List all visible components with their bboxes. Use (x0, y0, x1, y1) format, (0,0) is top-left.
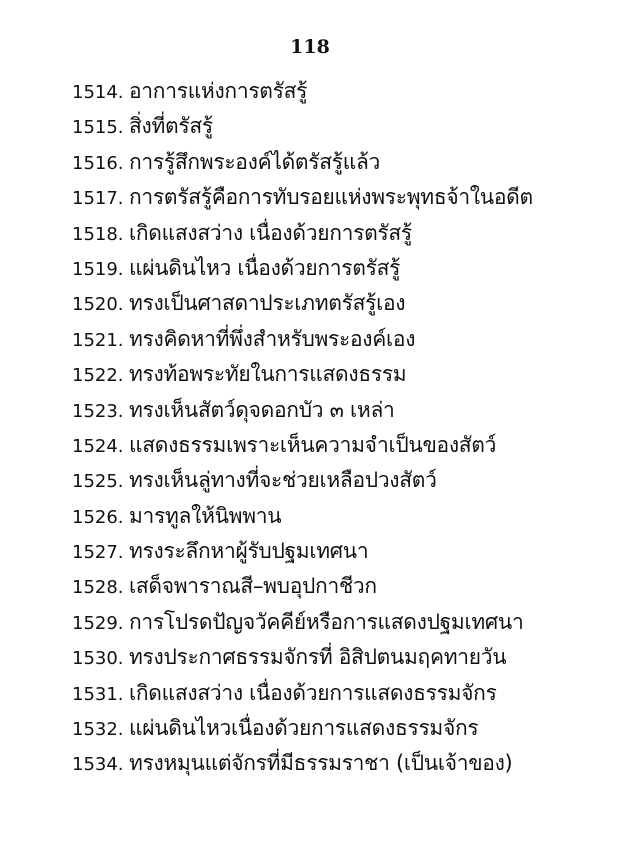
list-item (72, 605, 602, 640)
entry-number: 1523. (72, 400, 124, 422)
entry-number: 1527. (72, 542, 124, 564)
entry-number: 1532. (72, 719, 124, 741)
entry-text: ทรงท้อพระทัยในการแสดงธรรม (129, 362, 407, 387)
entry-number: 1521. (72, 329, 124, 351)
list-item (72, 251, 602, 286)
entry-number: 1522. (72, 365, 124, 387)
entry-text: การตรัสรู้คือการทับรอยแห่งพระพุทธจ้าในอดีต (129, 185, 533, 210)
entry-number: 1530. (72, 648, 124, 670)
entry-text: ทรงประกาศธรรมจักรที่ อิสิปตนมฤคทายวัน (129, 645, 507, 670)
entry-text: แสดงธรรมเพราะเห็นความจำเป็นของสัตว์ (129, 432, 497, 457)
entry-number: 1515. (72, 117, 124, 139)
entry-number: 1525. (72, 471, 124, 493)
entry-text: แผ่นดินไหว เนื่องด้วยการตรัสรู้ (129, 255, 401, 280)
list-item (72, 640, 602, 675)
entry-number: 1516. (72, 152, 124, 174)
entry-text: สิ่งที่ตรัสรู้ (129, 114, 213, 139)
entry-number: 1520. (72, 294, 124, 316)
entry-number: 1514. (72, 82, 124, 103)
entry-text: เสด็จพาราณสี–พบอุปกาชีวก (129, 574, 377, 599)
list-item (72, 711, 602, 746)
list-item (72, 676, 602, 711)
entry-text: ทรงคิดหาที่พึ่งสำหรับพระองค์เอง (129, 326, 416, 351)
list-item (72, 216, 602, 251)
list-item (72, 463, 602, 498)
entry-text: อาการแห่งการตรัสรู้ (129, 79, 308, 103)
list-item (72, 322, 602, 357)
entry-text: ทรงเห็นลู่ทางที่จะช่วยเหลือปวงสัตว์ (129, 468, 437, 493)
list-item (72, 428, 602, 463)
list-item (72, 499, 602, 534)
entry-text: การรู้สึกพระองค์ได้ตรัสรู้แล้ว (129, 149, 381, 174)
entry-number: 1526. (72, 506, 124, 528)
entry-number: 1531. (72, 683, 124, 705)
entry-number: 1519. (72, 258, 124, 280)
list-item (72, 180, 602, 215)
entry-text: มารทูลให้นิพพาน (129, 503, 282, 528)
list-item (72, 393, 602, 428)
list-item (72, 569, 602, 604)
list-item (72, 534, 602, 569)
list-item (72, 746, 602, 781)
entry-text: ทรงระลึกหาผู้รับปฐมเทศนา (129, 539, 369, 564)
page-number: 118 (290, 36, 330, 58)
entry-text: เกิดแสงสว่าง เนื่องด้วยการแสดงธรรมจักร (129, 680, 497, 705)
entry-number: 1528. (72, 577, 124, 599)
entry-text: เกิดแสงสว่าง เนื่องด้วยการตรัสรู้ (129, 220, 412, 245)
entry-text: ทรงเป็นศาสดาประเภทตรัสรู้เอง (129, 291, 406, 316)
entry-number: 1517. (72, 188, 124, 210)
entry-number: 1534. (72, 754, 124, 776)
entry-number: 1524. (72, 435, 124, 457)
entry-number: 1529. (72, 612, 124, 634)
entry-number: 1518. (72, 223, 124, 245)
list-item (72, 74, 602, 109)
entry-text: ทรงเห็นสัตว์ดุจดอกบัว ๓ เหล่า (129, 397, 395, 422)
list-item (72, 145, 602, 180)
list-item (72, 357, 602, 392)
entry-list (72, 74, 602, 782)
list-item (72, 286, 602, 321)
entry-text: แผ่นดินไหวเนื่องด้วยการแสดงธรรมจักร (129, 716, 479, 741)
entry-text: ทรงหมุนแต่จักรที่มีธรรมราชา (เป็นเจ้าของ) (129, 751, 513, 776)
list-item (72, 109, 602, 144)
entry-text: การโปรดปัญจวัคคีย์หรือการแสดงปฐมเทศนา (129, 609, 524, 634)
